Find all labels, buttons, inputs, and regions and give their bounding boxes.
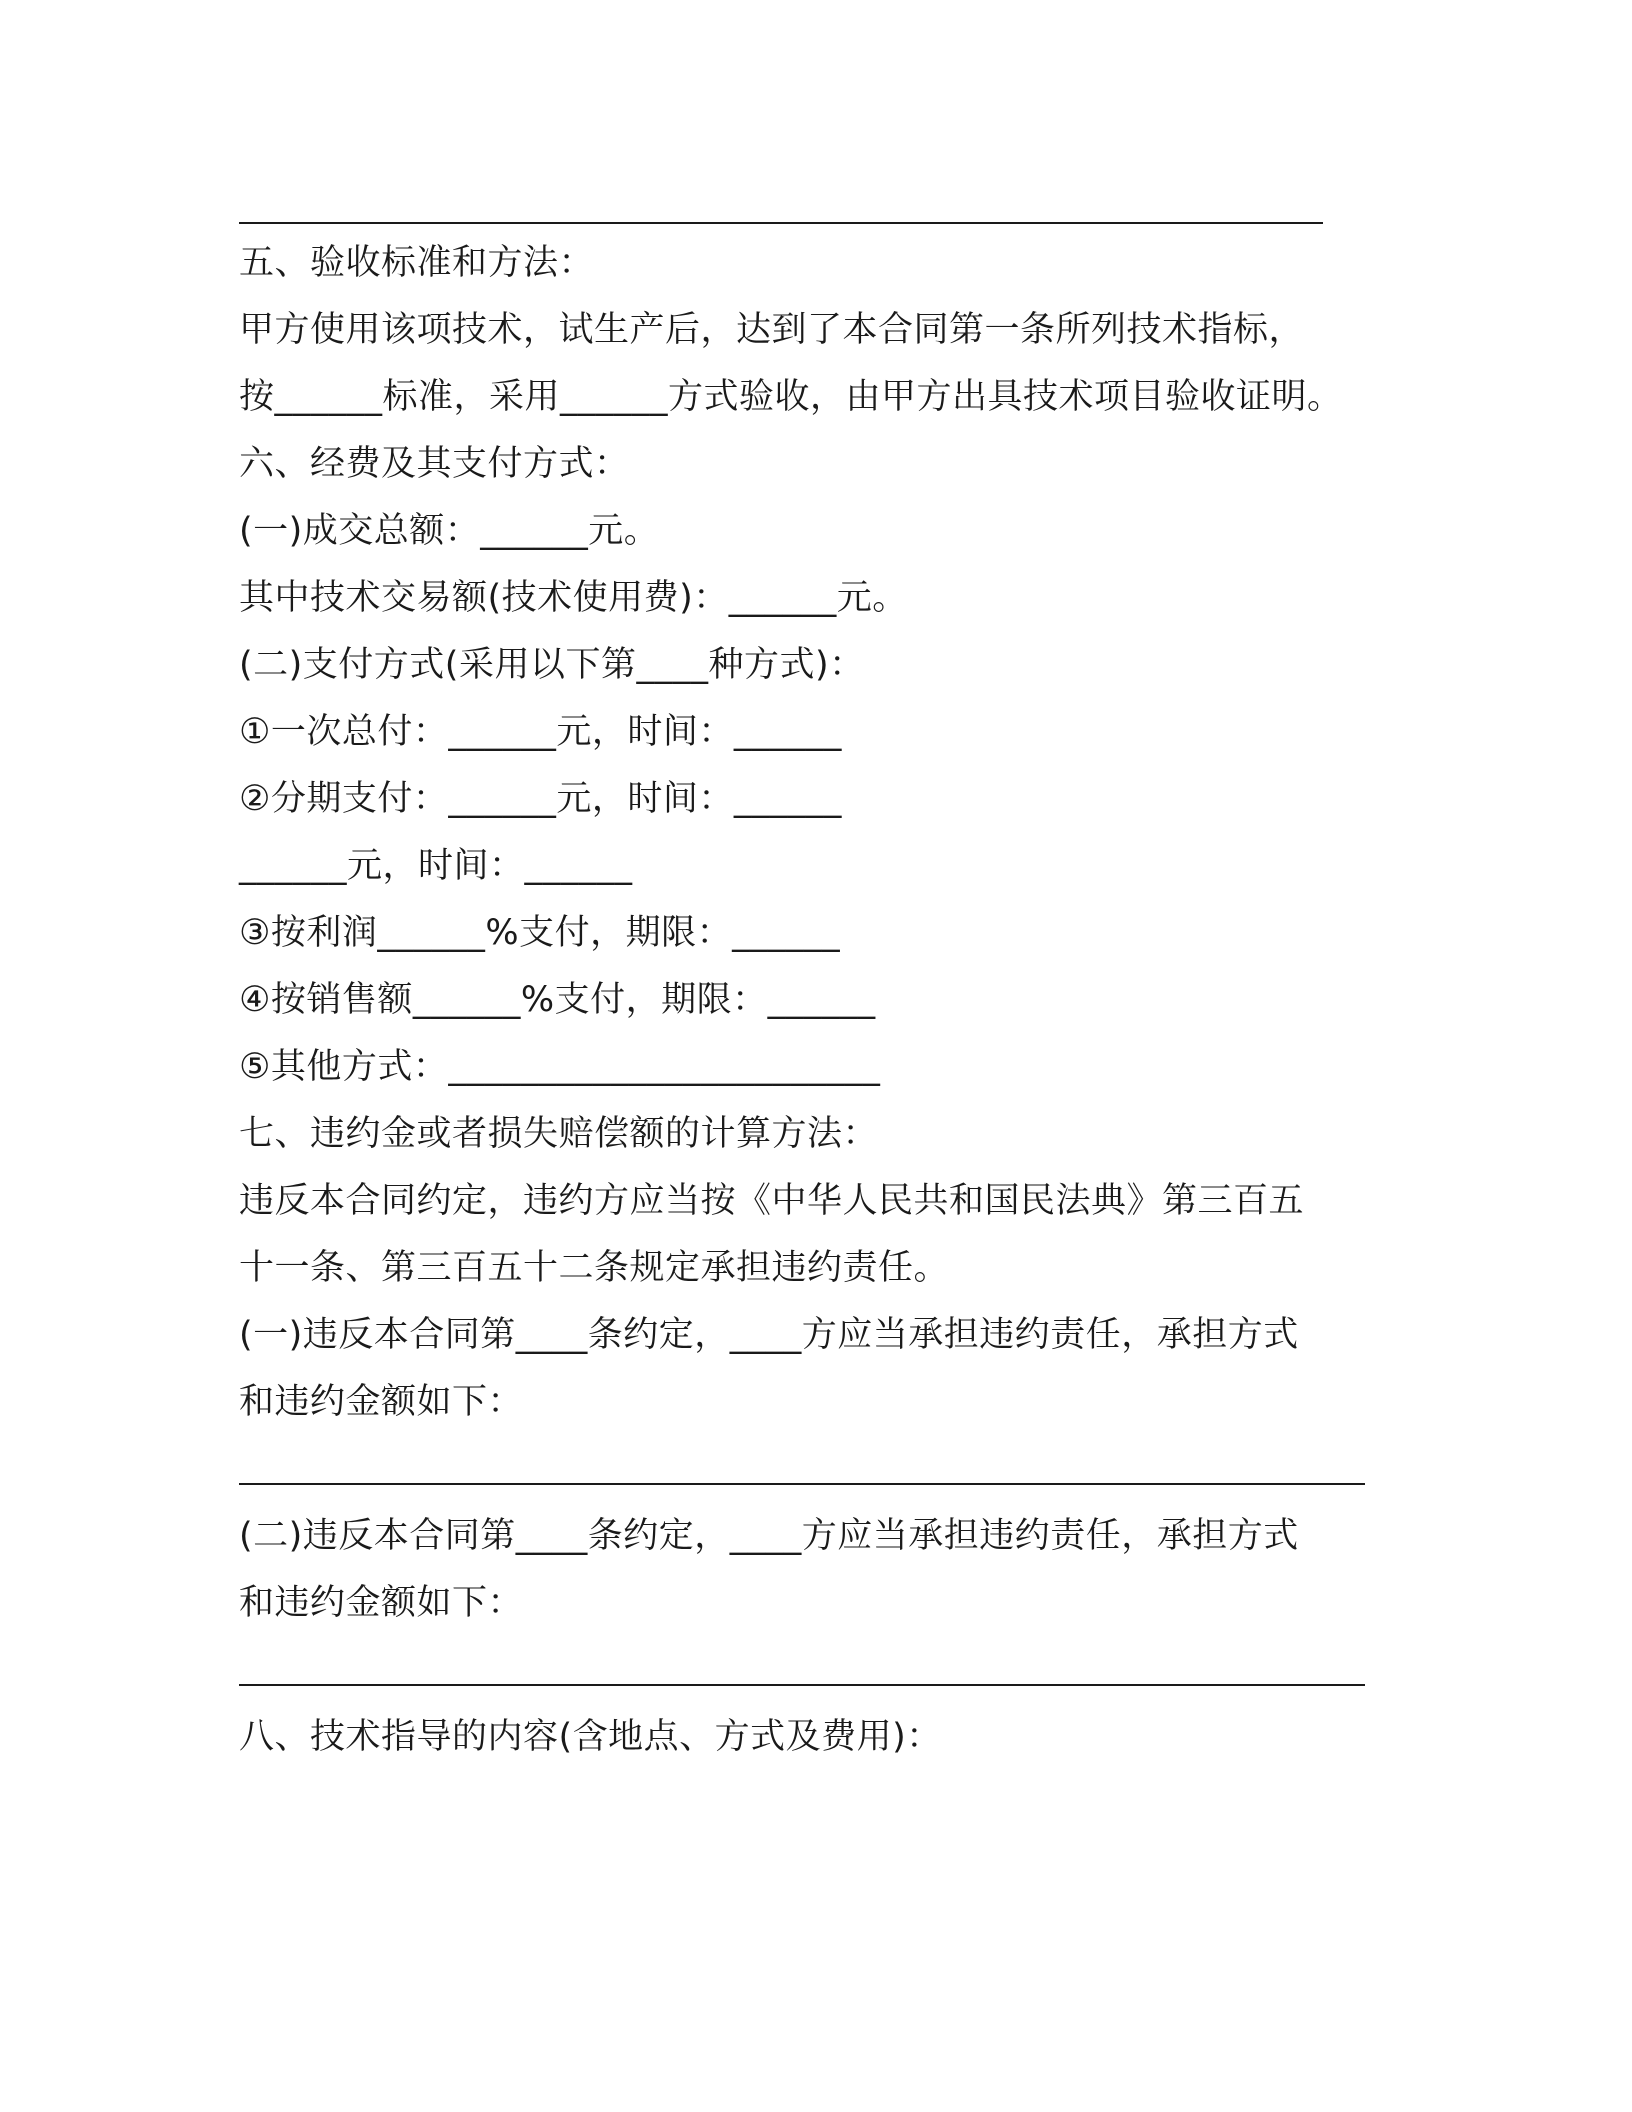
section-7-heading: 七、违约金或者损失赔偿额的计算方法：	[239, 1114, 879, 1154]
paragraph-line: (二)支付方式(采用以下第____种方式)：	[239, 645, 865, 685]
paragraph-line: 按______标准，采用______方式验收，由甲方出具技术项目验收证明。	[239, 377, 1343, 417]
paragraph-line: 甲方使用该项技术，试生产后，达到了本合同第一条所列技术指标，	[239, 310, 1305, 350]
paragraph-line: (一)成交总额：______元。	[239, 511, 660, 551]
payment-option-line: ②分期支付：______元，时间：______	[239, 779, 842, 819]
paragraph-line: 违反本合同约定，违约方应当按《中华人民共和国民法典》第三百五	[239, 1181, 1305, 1221]
paragraph-line: (二)违反本合同第____条约定，____方应当承担违约责任，承担方式	[239, 1516, 1299, 1556]
payment-option-line: ③按利润______%支付，期限：______	[239, 913, 841, 953]
paragraph-line: 其中技术交易额(技术使用费)：______元。	[239, 578, 908, 618]
payment-option-line: ⑤其他方式：________________________	[239, 1047, 881, 1087]
paragraph-line: (一)违反本合同第____条约定，____方应当承担违约责任，承担方式	[239, 1315, 1299, 1355]
blank-fill-line	[239, 1436, 1419, 1503]
payment-option-line: ①一次总付：______元，时间：______	[239, 712, 842, 752]
fill-underline	[239, 1684, 1365, 1686]
fill-underline	[239, 222, 1323, 224]
section-8-heading: 八、技术指导的内容(含地点、方式及费用)：	[239, 1717, 942, 1757]
payment-option-line: ④按销售额______%支付，期限：______	[239, 980, 876, 1020]
blank-fill-line	[239, 1637, 1419, 1704]
paragraph-line: 十一条、第三百五十二条规定承担违约责任。	[239, 1248, 950, 1288]
document-body	[239, 230, 1419, 1771]
section-6-heading: 六、经费及其支付方式：	[239, 444, 630, 484]
payment-option-line: ______元，时间：______	[239, 846, 633, 886]
paragraph-line: 和违约金额如下：	[239, 1382, 524, 1422]
section-5-heading: 五、验收标准和方法：	[239, 243, 595, 283]
fill-underline	[239, 1483, 1365, 1485]
paragraph-line: 和违约金额如下：	[239, 1583, 524, 1623]
